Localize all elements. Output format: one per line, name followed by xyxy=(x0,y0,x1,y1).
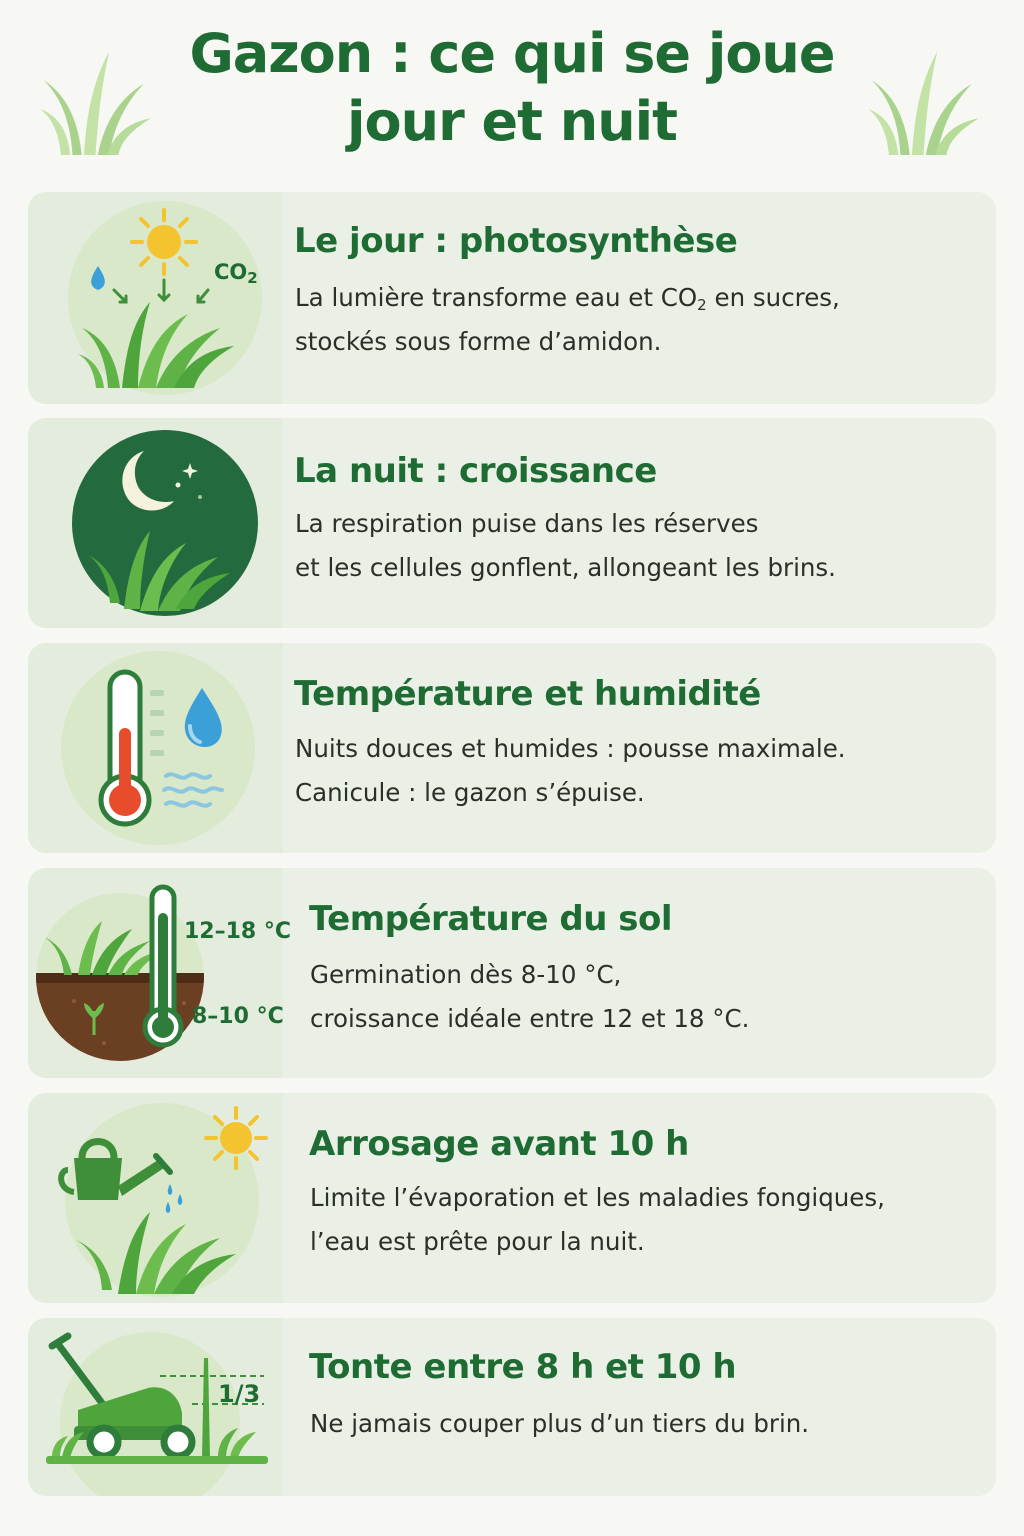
desc-line-1: Germination dès 8-10 °C, xyxy=(310,960,622,989)
desc-line-1: Nuits douces et humides : pousse maximale. xyxy=(295,734,846,763)
desc-line-2: et les cellules gonflent, allongeant les brins. xyxy=(295,553,836,582)
card-temperature-humidity xyxy=(28,643,996,853)
card-description xyxy=(295,276,840,364)
desc-line-1: Ne jamais couper plus d’un tiers du brin. xyxy=(310,1409,810,1438)
card-description xyxy=(295,502,836,590)
card-title: Température du sol xyxy=(309,899,673,939)
label-low-temp: 8–10 °C xyxy=(192,1004,284,1029)
title-line-1: Gazon : ce qui se joue xyxy=(189,22,835,85)
desc-line-1: La respiration puise dans les réserves xyxy=(295,509,759,538)
card-title: Arrosage avant 10 h xyxy=(309,1124,689,1164)
desc-line-1: La lumière transforme eau et $CO_2$ en sucres, xyxy=(295,283,840,314)
desc-line-2: croissance idéale entre 12 et 18 °C. xyxy=(310,1004,750,1033)
card-description xyxy=(310,1176,885,1264)
fraction-label: 1/3 xyxy=(218,1380,261,1408)
card-description xyxy=(310,1402,809,1446)
card-title: Température et humidité xyxy=(294,674,761,714)
watering-can-icon xyxy=(38,1098,278,1298)
label-high-temp: 12–18 °C xyxy=(184,919,292,944)
card-soil-temperature xyxy=(28,868,996,1078)
card-photosynthesis xyxy=(28,192,996,404)
co2-label: $CO_2$ xyxy=(214,260,258,287)
card-mowing xyxy=(28,1318,996,1496)
card-title: Tonte entre 8 h et 10 h xyxy=(309,1347,737,1387)
header xyxy=(0,0,1024,180)
grass-decoration-icon xyxy=(38,40,153,155)
desc-line-2: l’eau est prête pour la nuit. xyxy=(310,1227,645,1256)
card-title: La nuit : croissance xyxy=(294,451,657,491)
page-title xyxy=(150,20,874,156)
thermometer-humidity-icon xyxy=(38,648,278,848)
grass-decoration-icon xyxy=(866,40,981,155)
card-description xyxy=(295,727,846,815)
title-line-2: jour et nuit xyxy=(347,90,677,153)
card-description xyxy=(310,953,749,1041)
card-night-growth xyxy=(28,418,996,628)
card-title: Le jour : photosynthèse xyxy=(294,221,738,261)
desc-line-1: Limite l’évaporation et les maladies fongiques, xyxy=(310,1183,885,1212)
moon-night-grass-icon xyxy=(38,423,278,623)
sun-grass-photosynthesis-icon xyxy=(38,198,278,398)
lawn-mower-icon xyxy=(42,1318,282,1496)
desc-line-2: stockés sous forme d’amidon. xyxy=(295,327,662,356)
desc-line-2: Canicule : le gazon s’épuise. xyxy=(295,778,645,807)
soil-thermometer-icon xyxy=(34,873,292,1073)
card-watering xyxy=(28,1093,996,1303)
